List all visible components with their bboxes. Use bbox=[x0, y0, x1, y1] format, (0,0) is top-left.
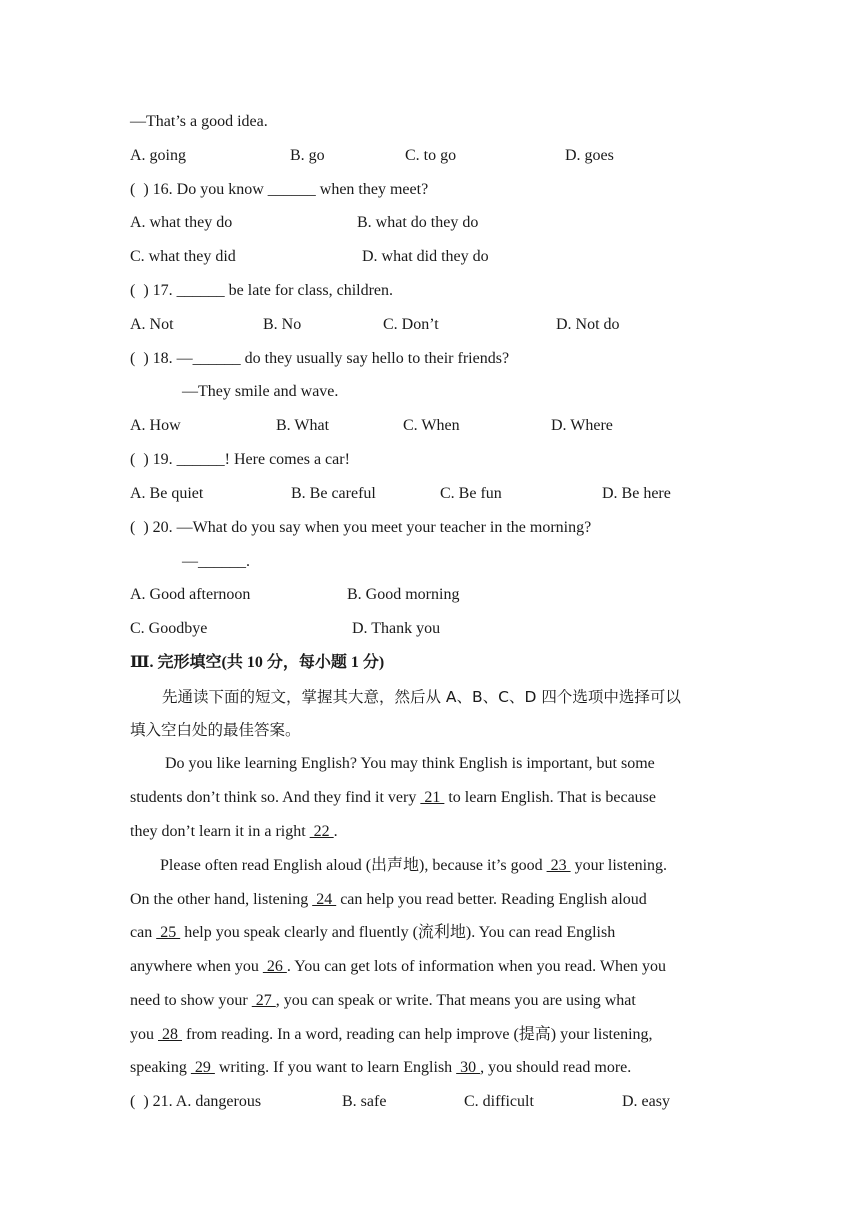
option-b: B. what do they do bbox=[357, 214, 479, 231]
text: . bbox=[333, 823, 338, 840]
section-heading-text: Ⅲ. 完形填空(共 10 分，每小题 1 分) bbox=[130, 654, 385, 671]
text: Please often read English aloud (出声地), because it’s good bbox=[160, 857, 547, 874]
text: to learn English. That is because bbox=[444, 789, 657, 806]
option-d: D. goes bbox=[565, 147, 614, 164]
section-heading bbox=[130, 653, 384, 673]
option-a: A. going bbox=[130, 147, 186, 164]
option-c: C. Be fun bbox=[440, 485, 502, 502]
answer-line: —That’s a good idea. bbox=[130, 113, 268, 130]
option-b: B. Be careful bbox=[291, 485, 376, 502]
text: can help you read better. Reading English aloud bbox=[336, 891, 647, 908]
option-c: C. difficult bbox=[464, 1093, 534, 1110]
option-b: B. Good morning bbox=[347, 586, 460, 603]
option-d: D. Be here bbox=[602, 485, 671, 502]
option-b: B. What bbox=[276, 417, 330, 434]
blank-27: 27 bbox=[251, 992, 276, 1009]
option-d: D. what did they do bbox=[362, 248, 489, 265]
option-d: D. Thank you bbox=[352, 620, 441, 637]
passage-line bbox=[130, 923, 615, 943]
blank-22: 22 bbox=[309, 823, 334, 840]
text: students don’t think so. And they find it very bbox=[130, 789, 421, 806]
blank-24: 24 bbox=[312, 891, 337, 908]
option-c: C. Don’t bbox=[383, 316, 439, 333]
text: On the other hand, listening bbox=[130, 891, 313, 908]
passage-line bbox=[130, 957, 666, 977]
option-d: D. Not do bbox=[556, 316, 620, 333]
option-b: B. safe bbox=[342, 1093, 387, 1110]
option-c: C. Goodbye bbox=[130, 620, 208, 637]
option-a: A. Be quiet bbox=[130, 485, 204, 502]
question-19: ( ) 19. ______! Here comes a car! bbox=[130, 451, 350, 468]
question-20: ( ) 20. —What do you say when you meet your teacher in the morning? bbox=[130, 519, 592, 536]
question-18-answer: —They smile and wave. bbox=[182, 383, 339, 400]
option-a: A. what they do bbox=[130, 214, 233, 231]
option-c: C. to go bbox=[405, 147, 457, 164]
passage-line bbox=[130, 1058, 631, 1078]
passage-line bbox=[160, 856, 667, 876]
text: , you should read more. bbox=[480, 1059, 632, 1076]
text: from reading. In a word, reading can help improve (提高) your listening, bbox=[182, 1026, 653, 1043]
instructions-line-2: 填入空白处的最佳答案。 bbox=[130, 721, 301, 739]
text: need to show your bbox=[130, 992, 252, 1009]
text: help you speak clearly and fluently (流利地). You can read English bbox=[180, 924, 616, 941]
option-a: A. How bbox=[130, 417, 181, 434]
blank-30: 30 bbox=[456, 1059, 481, 1076]
blank-25: 25 bbox=[156, 924, 181, 941]
option-d: D. Where bbox=[551, 417, 613, 434]
text: they don’t learn it in a right bbox=[130, 823, 310, 840]
passage-line bbox=[130, 890, 647, 910]
instructions-line-1: 先通读下面的短文，掌握其大意，然后从 A、B、C、D 四个选项中选择可以 bbox=[162, 688, 681, 706]
option-c: C. what they did bbox=[130, 248, 236, 265]
option-b: B. go bbox=[290, 147, 325, 164]
text: your listening. bbox=[570, 857, 668, 874]
option-c: C. When bbox=[403, 417, 460, 434]
question-16: ( ) 16. Do you know ______ when they meet? bbox=[130, 181, 429, 198]
option-b: B. No bbox=[263, 316, 302, 333]
text: speaking bbox=[130, 1059, 191, 1076]
question-20-answer: —______. bbox=[182, 553, 250, 570]
question-18: ( ) 18. —______ do they usually say hello to their friends? bbox=[130, 350, 510, 367]
text: anywhere when you bbox=[130, 958, 263, 975]
blank-28: 28 bbox=[158, 1026, 182, 1043]
blank-26: 26 bbox=[262, 958, 287, 975]
option-a: A. Not bbox=[130, 316, 174, 333]
question-17: ( ) 17. ______ be late for class, children. bbox=[130, 282, 394, 299]
passage-line bbox=[130, 991, 636, 1011]
text: writing. If you want to learn English bbox=[214, 1059, 457, 1076]
blank-29: 29 bbox=[190, 1059, 215, 1076]
option-d: D. easy bbox=[622, 1093, 670, 1110]
blank-23: 23 bbox=[546, 857, 571, 874]
passage-line: Do you like learning English? You may think English is important, but some bbox=[165, 755, 655, 772]
passage-line bbox=[130, 1025, 653, 1045]
text: you bbox=[130, 1026, 158, 1043]
passage-line bbox=[130, 788, 656, 808]
passage-line bbox=[130, 822, 338, 842]
option-a: A. Good afternoon bbox=[130, 586, 251, 603]
question-21-stem: ( ) 21. A. dangerous bbox=[130, 1093, 262, 1110]
text: , you can speak or write. That means you are using what bbox=[275, 992, 636, 1009]
blank-21: 21 bbox=[420, 789, 445, 806]
text: can bbox=[130, 924, 157, 941]
text: . You can get lots of information when you read. When you bbox=[286, 958, 667, 975]
